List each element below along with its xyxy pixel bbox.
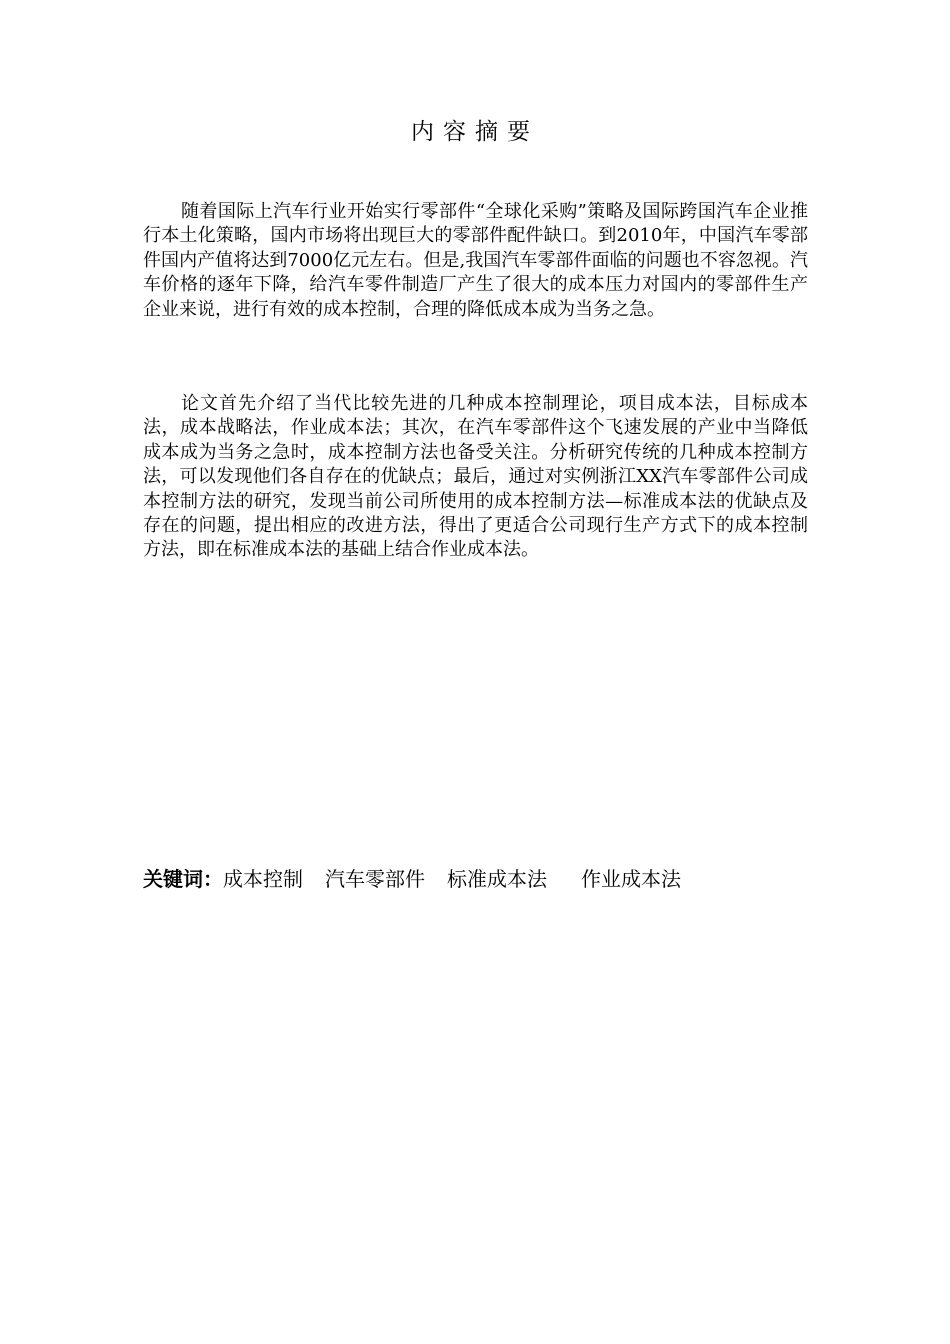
abstract-paragraph-1: 随着国际上汽车行业开始实行零部件“全球化采购”策略及国际跨国汽车企业推行本土化策略，国内市场将出现巨大的零部件配件缺口。到2010年，中国汽车零部件国内产值将达到7000亿元左右。但是,我国汽车零部件面临的问题也不容忽视。汽车价格的逐年下降，给汽车零件制造厂产生了很大的成本压力对国内的零部件生产企业来说，进行有效的成本控制，合理的降低成本成为当务之急。 — [143, 201, 808, 320]
abstract-paragraph-2: 论文首先介绍了当代比较先进的几种成本控制理论，项目成本法，目标成本法，成本战略法，作业成本法；其次，在汽车零部件这个飞速发展的产业中当降低成本成为当务之急时，成本控制方法也备受关注。分析研究传统的几种成本控制方法，可以发现他们各自存在的优缺点；最后，通过对实例浙江XX汽车零部件公司成本控制方法的研究，发现当前公司所使用的成本控制方法—标准成本法的优缺点及存在的问题，提出相应的改进方法，得出了更适合公司现行生产方式下的成本控制方法，即在标准成本法的基础上结合作业成本法。 — [143, 393, 808, 561]
page-title: 内容摘要 — [411, 119, 539, 145]
keyword-2: 汽车零部件 — [325, 867, 425, 891]
keywords-label: 关键词： — [143, 867, 223, 891]
keyword-4: 作业成本法 — [581, 867, 681, 891]
keyword-3: 标准成本法 — [447, 867, 547, 891]
keywords-line — [143, 864, 843, 894]
keyword-1: 成本控制 — [223, 867, 303, 891]
